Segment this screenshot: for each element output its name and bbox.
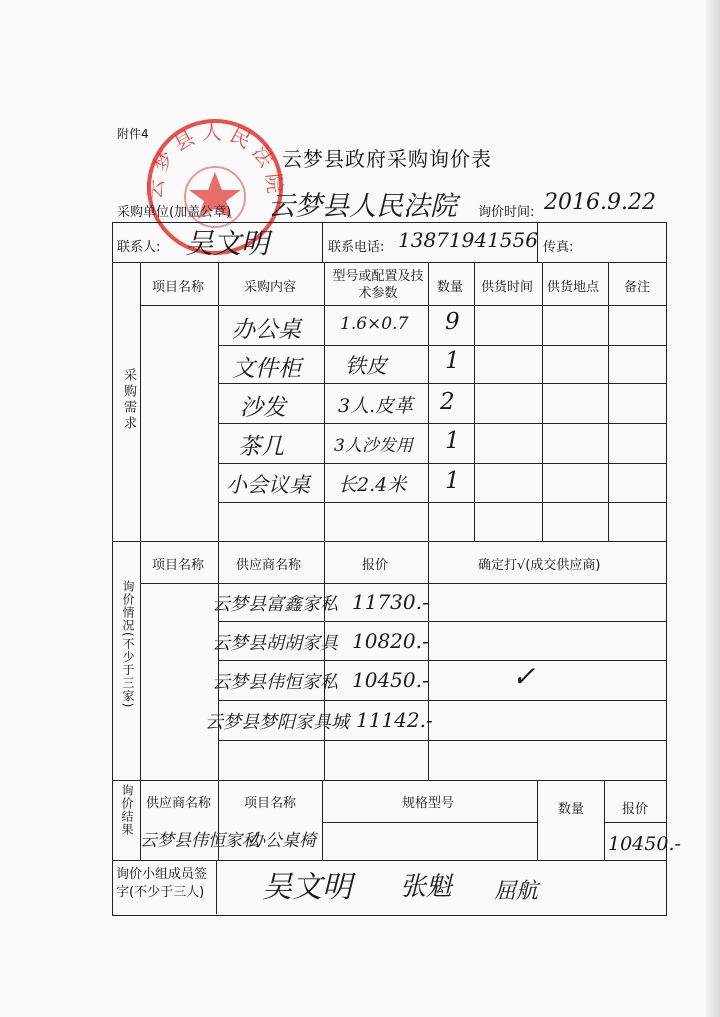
demand-header-content: 采购内容: [244, 280, 297, 295]
demand-row-qty: 2: [440, 389, 455, 415]
demand-section-label: 采购需求: [121, 368, 136, 432]
signers-label: 询价小组成员签字(不少于三人): [116, 867, 208, 900]
demand-header-spec: 型号或配置及技术参数: [332, 269, 424, 301]
inquiry-row-price: 10450.-: [352, 668, 429, 692]
demand-row-spec: 铁皮: [345, 354, 387, 378]
demand-row-qty: 9: [445, 309, 460, 335]
purchase-unit-value: 云梦县人民法院: [268, 191, 457, 222]
inquiry-row-price: 10820.-: [352, 629, 429, 653]
result-price: 10450.-: [608, 833, 681, 855]
purchase-unit-label: 采购单位(加盖公章): [117, 205, 232, 220]
attachment-label: 附件4: [117, 127, 149, 141]
result-header-spec: 规格型号: [402, 796, 455, 811]
demand-row-content: 办公桌: [232, 317, 301, 343]
inquiry-header-supplier: 供应商名称: [236, 558, 302, 573]
demand-header-project: 项目名称: [152, 280, 205, 295]
seal-text: 云梦县人民法院: [142, 120, 288, 201]
demand-row-content: 小会议桌: [226, 473, 310, 497]
contact-person-label: 联系人:: [117, 240, 161, 255]
inquiry-row-supplier: 云梦县富鑫家私: [212, 594, 338, 615]
signer-name: 吴文明: [262, 870, 352, 905]
result-header-supplier: 供应商名称: [146, 796, 212, 811]
deal-checkmark: ✓: [512, 660, 536, 693]
inquiry-header-project: 项目名称: [152, 558, 205, 573]
result-header-project: 项目名称: [244, 796, 297, 811]
result-header-price: 报价: [622, 802, 649, 817]
demand-header-delivery-place: 供货地点: [547, 280, 600, 295]
demand-row-spec: 长2.4米: [338, 474, 407, 496]
contact-phone-value: 13871941556: [398, 228, 538, 252]
demand-row-spec: 3人.皮革: [338, 395, 414, 417]
inquiry-row-price: 11730.-: [352, 590, 429, 614]
demand-row-content: 沙发: [240, 395, 286, 421]
scan-edge-shadow: [706, 0, 720, 1017]
signer-name: 屈航: [494, 879, 539, 904]
demand-header-delivery-time: 供货时间: [481, 280, 534, 295]
inquiry-row-supplier: 云梦县胡胡家具: [212, 633, 338, 654]
fax-label: 传真:: [543, 240, 574, 255]
demand-header-qty: 数量: [437, 280, 464, 295]
inquiry-date-value: 2016.9.22: [544, 190, 656, 215]
demand-row-spec: 3人沙发用: [334, 436, 413, 456]
inquiry-section-label: 询价情况(不少于三家): [121, 580, 135, 709]
result-header-qty: 数量: [558, 802, 585, 817]
inquiry-header-price: 报价: [362, 558, 389, 573]
result-section-label: 询价结果: [120, 784, 134, 836]
demand-row-qty: 1: [445, 348, 460, 374]
inquiry-row-supplier: 云梦县梦阳家具城: [205, 712, 349, 733]
contact-phone-label: 联系电话:: [328, 240, 385, 255]
page-title: 云梦县政府采购询价表: [282, 147, 492, 171]
inquiry-row-supplier: 云梦县伟恒家私: [212, 672, 338, 693]
contact-person-value: 吴文明: [185, 227, 270, 260]
demand-row-content: 茶几: [238, 434, 284, 460]
demand-header-remark: 备注: [624, 280, 651, 295]
demand-row-spec: 1.6×0.7: [340, 314, 409, 334]
demand-row-qty: 1: [445, 468, 460, 494]
inquiry-date-label: 询价时间:: [478, 205, 535, 220]
result-supplier: 云梦县伟恒家私: [140, 831, 259, 851]
result-project: 办公桌椅: [248, 831, 316, 851]
inquiry-row-price: 11142.-: [356, 708, 433, 732]
signer-name: 张魁: [400, 872, 453, 902]
demand-row-qty: 1: [445, 428, 460, 454]
demand-row-content: 文件柜: [232, 356, 301, 382]
inquiry-header-deal: 确定打√(成交供应商): [478, 558, 601, 573]
